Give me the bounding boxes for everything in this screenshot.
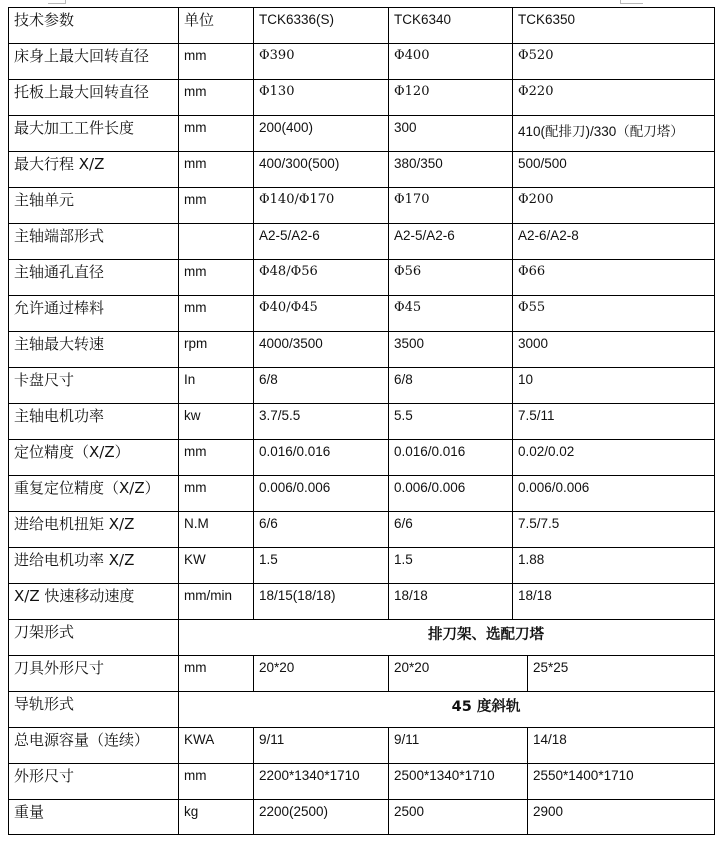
table-row [8, 79, 715, 115]
table-row [8, 331, 715, 367]
param-cell: 最大行程 X/Z [8, 152, 179, 187]
unit-cell [178, 224, 254, 259]
tck6336-cell: 0.006/0.006 [253, 476, 389, 511]
table-row [8, 799, 715, 835]
tck6336-cell: 18/15(18/18) [253, 584, 389, 619]
param-cell: 允许通过棒料 [8, 296, 179, 331]
param-cell: 进给电机扭矩 X/Z [8, 512, 179, 547]
table-row [8, 187, 715, 223]
tck6350-cell: 3000 [512, 332, 715, 367]
unit-cell: mm [178, 476, 254, 511]
tck6350-cell: 7.5/11 [512, 404, 715, 439]
tck6340-cell: 380/350 [388, 152, 513, 187]
tck6340-cell: 3500 [388, 332, 513, 367]
table-row [8, 367, 715, 403]
unit-cell: mm [178, 44, 254, 79]
tck6350-cell: 18/18 [512, 584, 715, 619]
param-cell: 主轴端部形式 [8, 224, 179, 259]
tck6340-cell: 2500 [388, 800, 528, 834]
tck6340-cell: 1.5 [388, 548, 513, 583]
tck6336-cell: 6/8 [253, 368, 389, 403]
unit-cell: KW [178, 548, 254, 583]
header-unit: 单位 [178, 8, 254, 43]
param-cell: 重复定位精度（X/Z） [8, 476, 179, 511]
table-header-row [8, 7, 715, 43]
tck6336-cell: 0.016/0.016 [253, 440, 389, 475]
tck6336-cell: 1.5 [253, 548, 389, 583]
table-row [8, 655, 715, 691]
tck6336-cell: Φ40/Φ45 [253, 296, 389, 331]
unit-cell: mm [178, 440, 254, 475]
table-row-merged [8, 619, 715, 655]
tck6350-cell: 10 [512, 368, 715, 403]
tck6336-cell: A2-5/A2-6 [253, 224, 389, 259]
tck6350-cell: 2900 [527, 800, 715, 834]
param-cell: 定位精度（X/Z） [8, 440, 179, 475]
unit-cell: mm [178, 116, 254, 151]
table-row [8, 439, 715, 475]
unit-cell: mm [178, 656, 254, 691]
unit-cell: mm [178, 80, 254, 115]
param-cell: 总电源容量（连续） [8, 728, 179, 763]
tck6340-cell: A2-5/A2-6 [388, 224, 513, 259]
unit-cell: mm [178, 296, 254, 331]
param-cell: 重量 [8, 800, 179, 834]
merged-value-cell: 45 度斜轨 [253, 692, 715, 727]
table-row [8, 727, 715, 763]
header-tck6336: TCK6336(S) [253, 8, 389, 43]
table-row [8, 259, 715, 295]
page-corner-mark-left [48, 3, 66, 4]
unit-cell: kw [178, 404, 254, 439]
tck6340-cell: 6/6 [388, 512, 513, 547]
tck6340-cell: Φ400 [388, 44, 513, 79]
tck6336-cell: 6/6 [253, 512, 389, 547]
unit-cell [178, 620, 254, 655]
merged-value-cell: 排刀架、选配刀塔 [253, 620, 715, 655]
tck6336-cell: Φ48/Φ56 [253, 260, 389, 295]
tck6350-cell: 25*25 [527, 656, 715, 691]
tck6340-cell: 2500*1340*1710 [388, 764, 528, 799]
tck6340-cell: 9/11 [388, 728, 528, 763]
tck6350-cell: Φ200 [512, 188, 715, 223]
tck6340-cell: Φ45 [388, 296, 513, 331]
unit-cell: KWA [178, 728, 254, 763]
tck6340-cell: 0.016/0.016 [388, 440, 513, 475]
header-param: 技术参数 [8, 8, 179, 43]
tck6350-cell: 0.006/0.006 [512, 476, 715, 511]
header-tck6350: TCK6350 [512, 8, 715, 43]
page-corner-mark-right [620, 3, 643, 4]
tck6340-cell: 18/18 [388, 584, 513, 619]
tck6350-cell: 7.5/7.5 [512, 512, 715, 547]
unit-cell: rpm [178, 332, 254, 367]
param-cell: 主轴单元 [8, 188, 179, 223]
table-row [8, 295, 715, 331]
tck6340-cell: Φ170 [388, 188, 513, 223]
tck6340-cell: 6/8 [388, 368, 513, 403]
unit-cell: In [178, 368, 254, 403]
tck6340-cell: 300 [388, 116, 513, 151]
param-cell: X/Z 快速移动速度 [8, 584, 179, 619]
param-cell: 主轴最大转速 [8, 332, 179, 367]
param-cell: 进给电机功率 X/Z [8, 548, 179, 583]
tck6350-cell: Φ520 [512, 44, 715, 79]
tck6336-cell: 400/300(500) [253, 152, 389, 187]
tck6350-cell: 410(配排刀)/330（配刀塔） [512, 116, 715, 151]
tck6336-cell: 9/11 [253, 728, 389, 763]
table-row [8, 115, 715, 151]
tck6350-cell: 14/18 [527, 728, 715, 763]
unit-cell: kg [178, 800, 254, 834]
tck6336-cell: 2200(2500) [253, 800, 389, 834]
unit-cell: mm [178, 260, 254, 295]
unit-cell: mm [178, 188, 254, 223]
tck6336-cell: 3.7/5.5 [253, 404, 389, 439]
table-row [8, 223, 715, 259]
tck6350-cell: A2-6/A2-8 [512, 224, 715, 259]
table-row [8, 403, 715, 439]
tck6336-cell: Φ130 [253, 80, 389, 115]
table-row [8, 475, 715, 511]
table-row [8, 583, 715, 619]
table-row [8, 151, 715, 187]
tck6350-cell: 0.02/0.02 [512, 440, 715, 475]
unit-cell: N.M [178, 512, 254, 547]
tck6340-cell: Φ56 [388, 260, 513, 295]
tck6336-cell: 2200*1340*1710 [253, 764, 389, 799]
tck6340-cell: 20*20 [388, 656, 528, 691]
table-row [8, 763, 715, 799]
param-cell: 主轴电机功率 [8, 404, 179, 439]
tck6350-cell: 1.88 [512, 548, 715, 583]
table-row [8, 547, 715, 583]
header-tck6340: TCK6340 [388, 8, 513, 43]
tck6350-cell: Φ66 [512, 260, 715, 295]
tck6336-cell: 20*20 [253, 656, 389, 691]
param-cell: 托板上最大回转直径 [8, 80, 179, 115]
unit-cell: mm [178, 152, 254, 187]
tck6336-cell: Φ140/Φ170 [253, 188, 389, 223]
tck6336-cell: 200(400) [253, 116, 389, 151]
tck6350-cell: Φ220 [512, 80, 715, 115]
tck6350-cell: 500/500 [512, 152, 715, 187]
unit-cell [178, 692, 254, 727]
tck6350-cell: 2550*1400*1710 [527, 764, 715, 799]
table-row-merged [8, 691, 715, 727]
param-cell: 刀架形式 [8, 620, 179, 655]
table-row [8, 511, 715, 547]
param-cell: 导轨形式 [8, 692, 179, 727]
unit-cell: mm [178, 764, 254, 799]
param-cell: 刀具外形尺寸 [8, 656, 179, 691]
param-cell: 卡盘尺寸 [8, 368, 179, 403]
param-cell: 最大加工工件长度 [8, 116, 179, 151]
unit-cell: mm/min [178, 584, 254, 619]
tck6350-cell: Φ55 [512, 296, 715, 331]
param-cell: 床身上最大回转直径 [8, 44, 179, 79]
tck6336-cell: 4000/3500 [253, 332, 389, 367]
param-cell: 外形尺寸 [8, 764, 179, 799]
table-row [8, 43, 715, 79]
tck6340-cell: 5.5 [388, 404, 513, 439]
tck6340-cell: 0.006/0.006 [388, 476, 513, 511]
param-cell: 主轴通孔直径 [8, 260, 179, 295]
tck6340-cell: Φ120 [388, 80, 513, 115]
tck6336-cell: Φ390 [253, 44, 389, 79]
